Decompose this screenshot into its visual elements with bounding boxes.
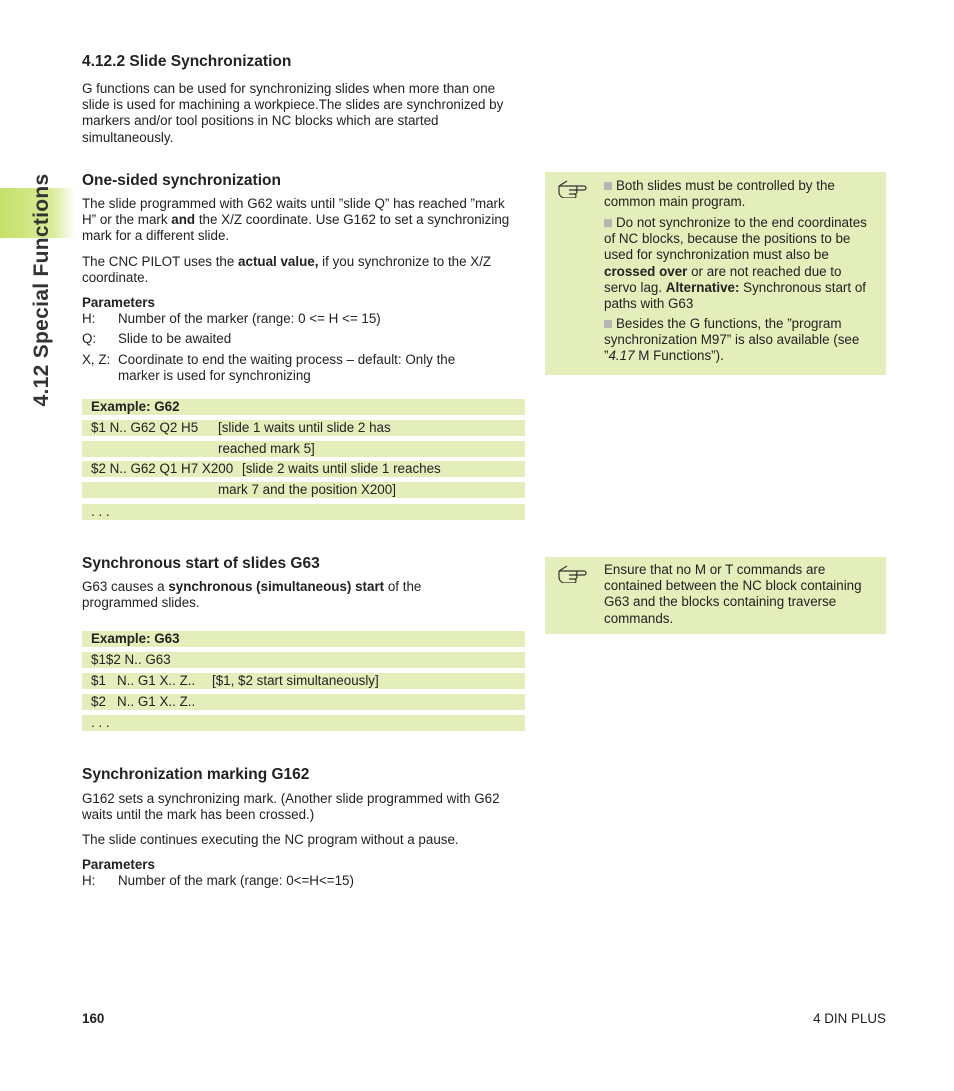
example-row: mark 7 and the position X200]	[82, 482, 525, 498]
chapter-footer: 4 DIN PLUS	[813, 1011, 886, 1026]
bullet-square	[604, 219, 612, 227]
one-sided-title: One-sided synchronization	[82, 172, 281, 189]
param-value: Slide to be awaited	[118, 331, 232, 346]
param-key: X, Z:	[82, 352, 111, 367]
param-key: H:	[82, 873, 96, 888]
example-row: $1$2 N.. G63	[82, 652, 525, 668]
note-item-1: Both slides must be controlled by the common main program.	[604, 178, 835, 210]
note-box-2	[545, 557, 886, 634]
example-row: $1 N.. G62 Q2 H5 [slide 1 waits until slide 2 has	[82, 420, 525, 436]
param-value: Number of the mark (range: 0<=H<=15)	[118, 873, 354, 888]
one-sided-para-2: The CNC PILOT uses the actual value, if you synchronize to the X/Z coordinate.	[82, 254, 492, 286]
section-title: 4.12.2 Slide Synchronization	[82, 53, 292, 70]
example-row: $2 N.. G62 Q1 H7 X200 [slide 2 waits until slide 1 reaches	[82, 461, 525, 477]
example-row: . . .	[82, 504, 525, 520]
param-value: Coordinate to end the waiting process – default: Only the marker is used for synchronizing	[118, 352, 456, 384]
g63-para: G63 causes a synchronous (simultaneous) start of the programmed slides.	[82, 579, 422, 611]
g162-para-1: G162 sets a synchronizing mark. (Another slide programmed with G62 waits until the mark has been crossed.)	[82, 791, 500, 823]
note-text: Ensure that no M or T commands are contained between the NC block containing G63 and the blocks containing traverse commands.	[604, 562, 862, 626]
example-header: Example: G62	[82, 399, 525, 415]
example-row: $2 N.. G1 X.. Z..	[82, 694, 525, 710]
g162-para-2: The slide continues executing the NC program without a pause.	[82, 832, 459, 847]
g162-title: Synchronization marking G162	[82, 766, 310, 783]
parameters-heading: Parameters	[82, 857, 155, 872]
g63-title: Synchronous start of slides G63	[82, 555, 320, 572]
pointing-hand-icon	[557, 180, 587, 198]
page-number: 160	[82, 1011, 105, 1026]
section-intro: G functions can be used for synchronizing slides when more than one slide is used for machining a workpiece.The slides are synchronized by markers and/or tool positions in NC blocks which are started simultaneously.	[82, 81, 504, 145]
note-box-1	[545, 172, 886, 375]
example-row: $1 N.. G1 X.. Z.. [$1, $2 start simultaneously]	[82, 673, 525, 689]
bullet-square	[604, 182, 612, 190]
param-key: Q:	[82, 331, 97, 346]
chapter-side-label: 4.12 Special Functions	[29, 173, 53, 407]
param-key: H:	[82, 311, 96, 326]
note-item-3: Besides the G functions, the ”program synchronization M97” is also available (see ”4.17 M Functions”).	[604, 316, 860, 364]
example-row: reached mark 5]	[82, 441, 525, 457]
example-header: Example: G63	[82, 631, 525, 647]
param-value: Number of the marker (range: 0 <= H <= 15)	[118, 311, 381, 326]
one-sided-para-1: The slide programmed with G62 waits until ”slide Q” has reached ”mark H” or the mark and the X/Z coordinate. Use G162 to set a synchronizing mark for a different slide.	[82, 196, 510, 244]
parameters-heading: Parameters	[82, 295, 155, 310]
note-item-2: Do not synchronize to the end coordinates of NC blocks, because the positions to be used for synchronization must also be crossed over or are not reached due to servo lag. Alternative: Synchronous start of paths with G63	[604, 215, 867, 312]
pointing-hand-icon	[557, 565, 587, 583]
bullet-square	[604, 320, 612, 328]
example-row: . . .	[82, 715, 525, 731]
